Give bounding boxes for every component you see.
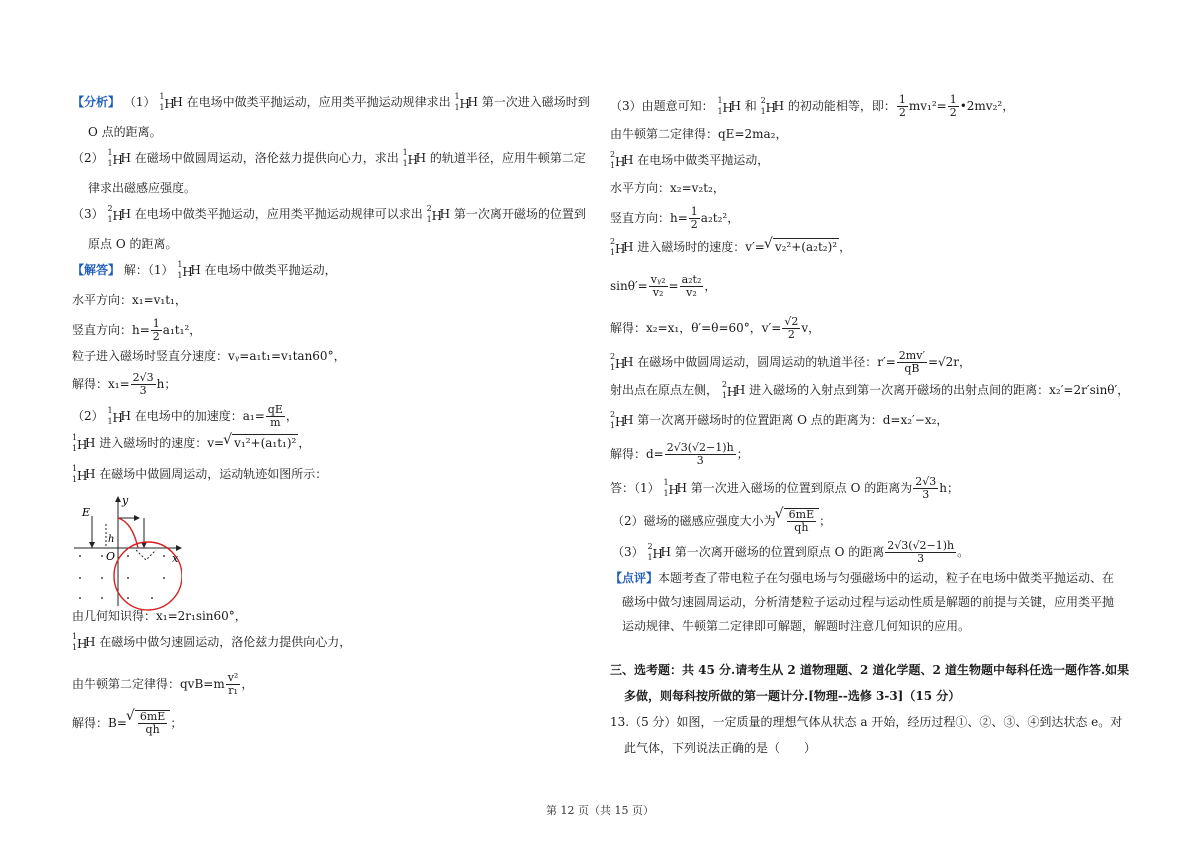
text: ， <box>285 409 298 423</box>
fraction: √ $\frac{6mE}{qh}$ <box>788 508 815 534</box>
text: （3）由题意可知： <box>610 99 714 113</box>
text: 解得：x₂=x₁，θ′=θ=60°，v′= <box>610 321 782 335</box>
text: 解：（1） <box>123 263 174 277</box>
text: （2） <box>72 151 104 165</box>
fraction: $\frac{2mv'}{qB}$ <box>898 349 925 375</box>
text: H 在磁场中做圆周运动，运动轨迹如图所示： <box>85 467 328 481</box>
nuclide-h1: 1 1 H <box>177 259 193 280</box>
sqrt-expression: √ v₂²+(a₂t₂)² <box>773 238 839 255</box>
solution-line-3 <box>610 149 770 170</box>
sqrt-expression <box>135 710 170 736</box>
text: （2） <box>72 409 104 423</box>
text: sinθ′= <box>610 279 648 293</box>
x-axis-arrow <box>176 545 182 551</box>
answer-line-2: 水平方向：x₁=v₁t₁， <box>72 293 187 307</box>
text: H 在电场中做类平抛运动， <box>623 153 770 167</box>
fraction: $\frac{1}{2}$ <box>898 93 906 119</box>
analysis-line-1 <box>72 91 590 112</box>
answer-line-6 <box>72 404 298 429</box>
text: a₂t₂²， <box>700 211 740 225</box>
sqrt-expression: √ v₁²+(a₁t₁)² <box>232 434 298 451</box>
answer-line-12 <box>72 710 182 736</box>
text: （3） <box>72 207 104 221</box>
fraction: $\frac{1}{2}$ <box>152 317 160 343</box>
text: H 在电场中的加速度：a₁= <box>120 409 265 423</box>
nuclide-h2: 2 1 H <box>107 203 123 224</box>
text: ； <box>170 716 183 730</box>
text: H 的初动能相等，即： <box>773 99 896 113</box>
answer-line-1 <box>72 259 337 280</box>
text: H 进入磁场的入射点到第一次离开磁场的出射点间的距离：x₂′=2r′sinθ′， <box>734 383 1130 397</box>
fraction: $\frac{\text{v²}}{\text{r₁}}$ <box>227 671 239 697</box>
launch-arrow <box>134 515 140 521</box>
solution-line-2: 由牛顿第二定律得：qE=2ma₂， <box>610 127 788 141</box>
solution-line-9 <box>610 350 971 375</box>
nuclide-h2: 2 1 H <box>760 95 777 116</box>
fraction: $\frac{qE}{m}$ <box>267 403 283 429</box>
text: H 在磁场中做匀速圆运动，洛伦兹力提供向心力， <box>85 635 352 649</box>
text: H 和 <box>730 99 757 113</box>
fraction: $\frac{\text{a₂t₂}}{\text{v₂}}$ <box>681 273 702 299</box>
nuclide-h1: 1 1 H <box>159 91 175 112</box>
fraction: $\frac{2√3}{3}$ <box>915 475 937 501</box>
label-x: x <box>172 552 179 565</box>
comment-tag: 【点评】 <box>610 571 659 585</box>
nuclide-h2: 2 1 H <box>610 409 626 430</box>
answer-line-3 <box>72 318 201 343</box>
text: （3） <box>612 545 644 559</box>
nuclide-h2: 2 1 H <box>426 203 443 224</box>
conclusion-line-1 <box>610 476 959 501</box>
fraction: $\frac{2√3(√2-1)h}{3}$ <box>666 441 734 467</box>
nuclide-h1: 1 1 H <box>72 432 88 453</box>
comment-line-2: 磁场中做匀速圆周运动，分析清楚粒子运动过程与运动性质是解题的前提与关键，应用类平抛 <box>622 595 1115 609</box>
text: = <box>668 279 679 293</box>
text: ， <box>241 677 254 691</box>
solution-line-8 <box>610 316 820 341</box>
text: （2）磁场的磁感应强度大小为 <box>612 514 776 528</box>
text: 。 <box>957 545 970 559</box>
section-heading-line-1: 三、选考题：共 45 分.请考生从 2 道物理题、2 道化学题、2 道生物题中每科任选一题作答.如果 <box>610 663 1130 677</box>
text: 竖直方向：h= <box>610 211 688 225</box>
text: H 第一次进入磁场的位置到原点 O 的距离为 <box>676 481 913 495</box>
solution-line-7 <box>610 274 716 299</box>
text: 本题考查了带电粒子在匀强电场与匀强磁场中的运动，粒子在电场中做类平抛运动、在 <box>658 571 1115 585</box>
fraction: √ $\frac{6mE}{qh}$ <box>139 710 166 736</box>
conclusion-line-2 <box>612 508 831 534</box>
nuclide-h1: 1 1 H <box>107 147 123 168</box>
solution-line-1 <box>610 94 1014 119</box>
text: H 第一次离开磁场的位置到 <box>439 207 586 221</box>
text: H 在磁场中做圆周运动，洛伦兹力提供向心力，求出 <box>120 151 399 165</box>
answer-line-10 <box>72 631 352 652</box>
text: v， <box>801 321 821 335</box>
text: ， <box>298 436 311 450</box>
fraction: $\frac{2√3}{3}$ <box>132 371 154 397</box>
analysis-line-5 <box>72 203 586 224</box>
radius-lines <box>136 550 156 560</box>
text: ； <box>819 514 832 528</box>
text: ； <box>736 447 749 461</box>
text: H 进入磁场时的速度：v= <box>85 436 225 450</box>
answer-line-8 <box>72 463 328 484</box>
fraction: $\frac{\text{vᵧ₂}}{\text{v₂}}$ <box>650 273 666 299</box>
question-13-line-2: 此气体，下列说法正确的是（ ） <box>624 741 817 755</box>
text: 解得：d= <box>610 447 664 461</box>
text: H 第一次进入磁场时到 <box>467 95 590 109</box>
question-13-line-1: 13.（5 分）如图，一定质量的理想气体从状态 a 开始，经历过程①、②、③、④到达状态 e。对 <box>610 715 1123 729</box>
text: mv₁²= <box>908 99 947 113</box>
text: H 进入磁场时的速度：v′= <box>623 240 765 254</box>
label-O: O <box>106 550 116 563</box>
comment-line-1 <box>610 570 1114 586</box>
text: 竖直方向：h= <box>72 323 150 337</box>
field-dots <box>79 555 165 599</box>
comment-line-3: 运动规律、牛顿第二定律即可解题，解题时注意几何知识的应用。 <box>622 619 971 633</box>
solution-line-5 <box>610 206 739 231</box>
solution-line-12 <box>610 442 749 467</box>
text: 答：（1） <box>610 481 660 495</box>
page-footer: 第 12 页（共 15 页） <box>546 804 654 817</box>
y-axis-arrow <box>115 496 121 502</box>
text: 解得：x₁= <box>72 377 130 391</box>
text: 解得：B= <box>72 716 127 730</box>
text: ， <box>839 240 852 254</box>
nuclide-h1: 1 1 H <box>107 405 123 426</box>
text: H 在电场中做类平抛运动， <box>190 263 337 277</box>
text: 由牛顿第二定律得：qvB=m <box>72 677 225 691</box>
section-heading-line-2: 多做，则每科按所做的第一题计分.[物理--选修 3-3]（15 分） <box>624 689 961 703</box>
field-arrow <box>89 542 95 548</box>
text: H 在电场中做类平抛运动，应用类平抛运动规律求出 <box>172 95 451 109</box>
nuclide-h2: 2 1 H <box>610 149 626 170</box>
solution-line-6 <box>610 238 851 256</box>
text: 射出点在原点左侧， <box>610 383 719 397</box>
nuclide-h2: 2 1 H <box>610 351 626 372</box>
analysis-line-2: O 点的距离。 <box>88 125 162 139</box>
analysis-tag: 【分析】 <box>72 95 121 109</box>
text: ， <box>704 279 717 293</box>
answer-line-11 <box>72 672 253 697</box>
solution-line-10 <box>610 379 1130 400</box>
text: H 在电场中做类平抛运动，应用类平抛运动规律可以求出 <box>120 207 423 221</box>
analysis-line-6: 原点 O 的距离。 <box>88 237 178 251</box>
text: （1） <box>123 95 156 109</box>
text: h； <box>156 377 177 391</box>
fraction: $\frac{1}{2}$ <box>949 93 957 119</box>
solution-line-4: 水平方向：x₂=v₂t₂， <box>610 181 725 195</box>
trajectory-figure <box>72 494 182 612</box>
sqrt-expression <box>784 508 819 534</box>
answer-line-9: 由几何知识得：x₁=2r₁sin60°， <box>72 609 247 623</box>
text: •2mv₂²， <box>959 99 1015 113</box>
analysis-line-4: 律求出磁感应强度。 <box>88 181 197 195</box>
text: H 第一次离开磁场的位置到原点 O 的距离 <box>660 545 885 559</box>
label-E: E <box>82 506 91 519</box>
fraction: $\frac{√2}{2}$ <box>784 315 799 341</box>
answer-line-4: 粒子进入磁场时竖直分速度：vᵧ=a₁t₁=v₁tan60°， <box>72 349 346 363</box>
text: H 在磁场中做圆周运动，圆周运动的轨道半径：r′= <box>623 355 896 369</box>
nuclide-h1: 1 1 H <box>717 95 733 116</box>
analysis-line-3 <box>72 147 586 168</box>
answer-line-7 <box>72 434 310 452</box>
nuclide-h1: 1 1 H <box>402 147 419 168</box>
answer-line-5 <box>72 372 176 397</box>
conclusion-line-3 <box>612 540 969 565</box>
label-h: h <box>108 534 115 545</box>
nuclide-h2: 2 1 H <box>610 236 626 257</box>
label-y: y <box>122 494 129 507</box>
text: H 第一次离开磁场时的位置距离 O 点的距离为：d=x₂′−x₂， <box>623 413 949 427</box>
nuclide-h1: 1 1 H <box>454 91 470 112</box>
text: =√2r， <box>927 355 972 369</box>
fraction: $\frac{1}{2}$ <box>690 205 698 231</box>
text: h； <box>939 481 959 495</box>
nuclide-h1: 1 1 H <box>72 463 88 484</box>
nuclide-h1: 1 1 H <box>72 631 88 652</box>
nuclide-h1: 1 1 H <box>663 477 679 498</box>
nuclide-h2: 2 1 H <box>647 541 663 562</box>
text: H 的轨道半径，应用牛顿第二定 <box>415 151 586 165</box>
fraction: $\frac{2√3(√2-1)h}{3}$ <box>887 539 955 565</box>
answer-tag: 【解答】 <box>72 263 121 277</box>
nuclide-h2: 2 1 H <box>721 379 738 400</box>
text: a₁t₁²， <box>162 323 202 337</box>
solution-line-11 <box>610 409 949 430</box>
parabolic-trajectory <box>118 518 138 548</box>
